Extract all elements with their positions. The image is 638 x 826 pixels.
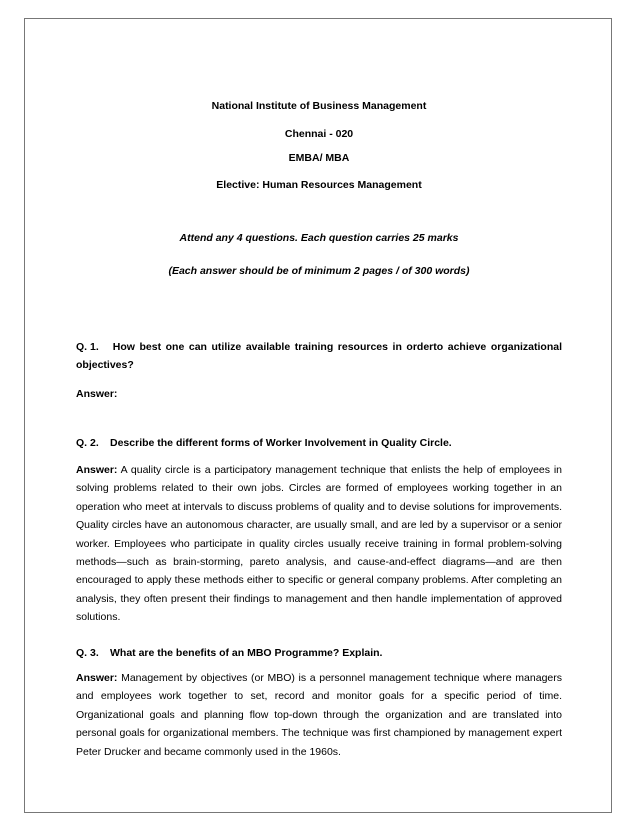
question-2-number: Q. 2. — [76, 437, 99, 449]
instruction-length: (Each answer should be of minimum 2 pages / of 300 words) — [168, 265, 470, 277]
instruction-marks: Attend any 4 questions. Each question carries 25 marks — [179, 232, 459, 244]
question-1-answer — [76, 385, 562, 403]
question-2-title — [76, 434, 562, 452]
question-2-text: Describe the different forms of Worker Involvement in Quality Circle. — [110, 437, 452, 449]
institute-city: Chennai - 020 — [284, 128, 354, 140]
question-3-number: Q. 3. — [76, 647, 99, 659]
question-1-text: How best one can utilize available training resources in orderto achieve organizational objectives? — [76, 341, 562, 371]
answer-label: Answer: — [76, 388, 118, 400]
question-3-title — [76, 644, 562, 662]
question-1-title — [76, 338, 562, 374]
question-1-number: Q. 1. — [76, 341, 99, 353]
program-name: EMBA/ MBA — [288, 152, 350, 164]
question-3-text: What are the benefits of an MBO Programme? Explain. — [110, 647, 383, 659]
answer-label: Answer: — [76, 672, 118, 684]
question-2-answer — [76, 461, 562, 627]
question-3-answer — [76, 669, 562, 761]
elective-title: Elective: Human Resources Management — [216, 179, 422, 191]
answer-label: Answer: — [76, 464, 118, 476]
answer-text: Management by objectives (or MBO) is a personnel management technique where managers and employees work together to set, record and monitor goals for a specific period of time. Organizational goals and planning flow top-down through the organization and are translated into personal goals for organizational members. The technique was first championed by management expert Peter Drucker and became commonly used in the 1960s. — [76, 672, 562, 758]
answer-text: A quality circle is a participatory management technique that enlists the help of employees in solving problems related to their own jobs. Circles are formed of employees working together in an operation who meet at intervals to discuss problems of quality and to devise solutions for improvements. Quality circles have an autonomous character, are usually small, and are led by a supervisor or a senior worker. Employees who participate in quality circles usually receive training in formal problem-solving methods—such as brain-storming, pareto analysis, and cause-and-effect diagrams—and are then encouraged to apply these methods either to specific or general company problems. After completing an analysis, they often present their findings to management and then handle implementation of approved solutions. — [76, 464, 562, 624]
institute-name: National Institute of Business Management — [211, 100, 427, 112]
